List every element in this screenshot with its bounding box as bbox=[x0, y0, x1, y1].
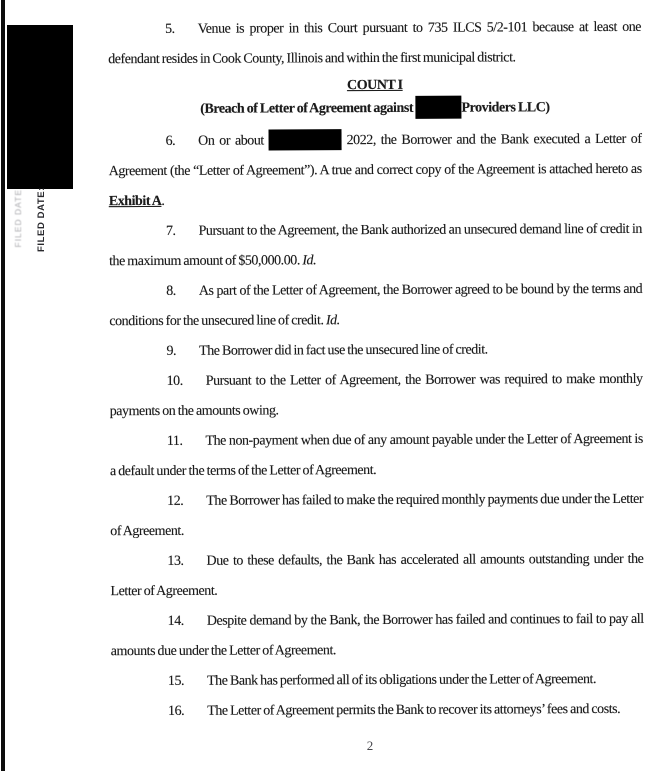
paragraph-text: Id. bbox=[302, 253, 317, 269]
paragraph-number: 16. bbox=[168, 703, 185, 719]
count-subtitle bbox=[108, 95, 641, 121]
paragraph bbox=[111, 665, 644, 697]
paragraph bbox=[109, 275, 642, 337]
count-heading bbox=[108, 75, 641, 121]
intro-paragraphs bbox=[108, 13, 641, 75]
paragraph bbox=[108, 13, 641, 75]
paragraph-number: 15. bbox=[167, 673, 185, 689]
paragraph bbox=[109, 215, 642, 277]
paragraph-number: 9. bbox=[166, 343, 177, 359]
paragraph-text: . bbox=[161, 193, 165, 209]
paragraph bbox=[110, 365, 643, 427]
paragraph-text: As part of the Letter of Agreement, the Borrower agreed to be bound by the terms and conditions for the unsecured line of credit. bbox=[109, 281, 643, 330]
scan-edge-line bbox=[1, 0, 5, 771]
redaction-box-party-name bbox=[415, 96, 461, 119]
paragraph-text: 2022, the Borrower and the Bank executed a Letter of Agreement (the “Letter of Agreement”). A true and correct copy of the Agreement is attached hereto as bbox=[108, 131, 642, 180]
paragraph-text: Pursuant to the Agreement, the Bank authorized an unsecured demand line of credit in the maximum amount of $50,000.00. bbox=[109, 221, 642, 270]
paragraph bbox=[108, 125, 641, 217]
filed-date-stamp-faint: FILED DATE bbox=[13, 189, 23, 248]
paragraph-number: 6. bbox=[165, 133, 176, 149]
paragraph bbox=[110, 485, 643, 547]
redaction-box bbox=[269, 129, 342, 150]
paragraph-number: 12. bbox=[167, 493, 184, 509]
paragraph bbox=[110, 545, 643, 607]
paragraph-text: The non-payment when due of any amount payable under the Letter of Agreement is a default under the terms of the Letter of Agreement. bbox=[109, 431, 643, 480]
redaction-box-filing-stamp bbox=[7, 25, 73, 189]
count-subtitle-text-after: Providers LLC) bbox=[461, 100, 550, 116]
paragraph-text: Venue is proper in this Court pursuant to 735 ILCS 5/2-101 because at least one defendant resides in Cook County, Illinois and within the first municipal district. bbox=[108, 19, 642, 68]
paragraph bbox=[111, 695, 644, 727]
paragraph-number: 10. bbox=[166, 373, 183, 389]
paragraph-number: 7. bbox=[165, 223, 176, 239]
paragraph bbox=[111, 605, 644, 667]
paragraph-text: Due to these defaults, the Bank has accelerated all amounts outstanding under the Letter of Agreement. bbox=[110, 551, 644, 600]
count-paragraphs bbox=[108, 125, 644, 727]
paragraph-number: 14. bbox=[167, 613, 184, 629]
paragraph-text: Pursuant to the Letter of Agreement, the Borrower was required to make monthly payments on the amounts owing. bbox=[109, 371, 643, 420]
document-content bbox=[108, 13, 644, 727]
filed-date-stamp: FILED DATE: bbox=[36, 187, 47, 253]
paragraph bbox=[110, 425, 643, 487]
paragraph-number: 8. bbox=[166, 283, 176, 299]
paragraph bbox=[109, 335, 642, 367]
page-number: 2 bbox=[366, 738, 374, 753]
paragraph-text: Despite demand by the Bank, the Borrower has failed and continues to fail to pay all amounts due under the Letter of Agreement. bbox=[110, 611, 644, 660]
paragraph-text: Id. bbox=[325, 313, 340, 329]
paragraph-number: 11. bbox=[166, 433, 183, 449]
count-title: COUNT I bbox=[347, 77, 403, 94]
count-subtitle-text-before: (Breach of Letter of Agreement against bbox=[200, 100, 414, 117]
paragraph-text: On or about bbox=[198, 133, 269, 149]
paragraph-number: 13. bbox=[167, 553, 184, 569]
paragraph-text: The Borrower has failed to make the required monthly payments due under the Letter of Agreement. bbox=[110, 491, 644, 540]
paragraph-text: The Borrower did in fact use the unsecured line of credit. bbox=[199, 342, 488, 359]
paragraph-text: Exhibit A bbox=[108, 193, 162, 210]
paragraph-text: The Bank has performed all of its obligations under the Letter of Agreement. bbox=[207, 672, 597, 689]
paragraph-text: The Letter of Agreement permits the Bank to recover its attorneys’ fees and costs. bbox=[207, 701, 621, 719]
paragraph-number: 5. bbox=[165, 21, 175, 37]
